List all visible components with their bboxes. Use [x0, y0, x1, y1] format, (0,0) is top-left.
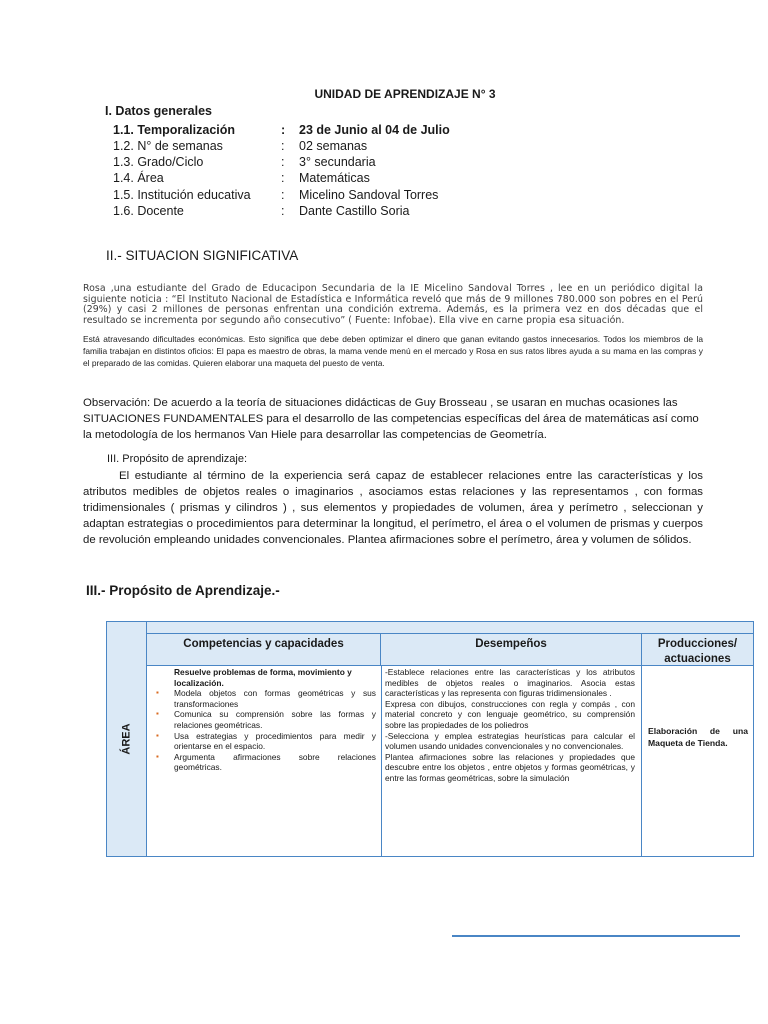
- competencies-cell: [152, 667, 376, 773]
- row-colon: :: [281, 204, 285, 218]
- row-value: Matemáticas: [299, 171, 370, 185]
- performance-item: Expresa con dibujos, construcciones con regla y compás , con material concreto y con lenguaje geométrico, su comprensión sobre las propiedades de los poliedros: [385, 698, 635, 730]
- section-general-data-heading: I. Datos generales: [105, 104, 212, 118]
- row-value: 3° secundaria: [299, 155, 376, 169]
- row-colon: :: [281, 123, 286, 137]
- row-label: 1.6. Docente: [113, 204, 184, 218]
- section-situacion-heading: II.- SITUACION SIGNIFICATIVA: [106, 248, 299, 263]
- purpose-paragraph: El estudiante al término de la experiencia será capaz de establecer relaciones entre las características y los atributos medibles de objetos reales o imaginarios , asociamos estas relaciones y las representamos , con formas tridimensionales ( prismas y cilindros ) , sus elementos y propiedades de volumen, área y perímetro , seleccionan y adaptan estrategias o procedimientos para determinar la longitud, el perímetro, el área o el volumen de prismas y cuerpos de revolución empleando unidades convencionales. Plantea afirmaciones sobre el perímetro, área y volumen de sólidos.: [83, 470, 703, 546]
- bullet-icon: ▪: [156, 688, 159, 698]
- row-label: 1.5. Institución educativa: [113, 188, 251, 202]
- footer-rule: [452, 935, 740, 937]
- performance-item: -Selecciona y emplea estrategias heurísticas para calcular el volumen usando unidades convencionales y no convencionales.: [385, 730, 635, 752]
- list-item: [152, 731, 376, 752]
- area-label-cell: [107, 622, 147, 856]
- capacity-text: Argumenta afirmaciones sobre relaciones geométricas.: [174, 751, 376, 773]
- competency-title: Resuelve problemas de forma, movimiento y localización.: [174, 667, 352, 688]
- capacities-list: [152, 688, 376, 773]
- bullet-icon: ▪: [156, 730, 159, 740]
- row-colon: :: [281, 155, 285, 169]
- situation-paragraph: Rosa ,una estudiante del Grado de Educacipon Secundaria de la IE Micelino Sandoval Torres , lee en un periódico digital la siguiente noticia : “El Instituto Nacional de Estadística e Informática reveló que más de 9 millones 780.000 son pobres en el Perú (29%) y casi 2 millones de personas enfrentan una condición extrema. Además, es la primera vez en dos décadas que el resultado se incrementa por segundo año consecutivo” ( Fuente: Infobae). Ella vive en carne propia esa situación.: [83, 283, 703, 326]
- list-item: [152, 688, 376, 709]
- performance-item: -Establece relaciones entre las características y los atributos medibles de objetos reales o imaginarios. Asocia estas características y las representa con figuras tridimensionales .: [385, 667, 635, 699]
- header-desempenos: Desempeños: [381, 634, 642, 666]
- bullet-icon: ▪: [156, 709, 159, 719]
- row-label: 1.1. Temporalización: [113, 123, 236, 137]
- performances-cell: [385, 667, 635, 784]
- list-item: [152, 709, 376, 730]
- capacity-text: Usa estrategias y procedimientos para medir y orientarse en el espacio.: [174, 730, 376, 752]
- row-colon: :: [281, 188, 285, 202]
- header-producciones: Producciones/ actuaciones: [642, 634, 753, 666]
- area-label: ÁREA: [120, 723, 133, 755]
- row-colon: :: [281, 171, 285, 185]
- row-label: 1.3. Grado/Ciclo: [113, 155, 204, 169]
- header-competencias: Competencias y capacidades: [147, 634, 381, 666]
- row-value: Dante Castillo Soria: [299, 204, 410, 218]
- row-label: 1.4. Área: [113, 171, 164, 185]
- section-proposito-heading: III.- Propósito de Aprendizaje.-: [86, 583, 280, 598]
- row-value: 02 semanas: [299, 139, 368, 153]
- row-label: 1.2. N° de semanas: [113, 139, 223, 153]
- list-item: [152, 752, 376, 773]
- row-value: Micelino Sandoval Torres: [299, 188, 439, 202]
- capacity-text: Comunica su comprensión sobre las formas y relaciones geométricas.: [174, 709, 376, 730]
- row-colon: :: [281, 139, 285, 153]
- performance-item: Plantea afirmaciones sobre las relaciones y propiedades que descubre entre los objetos , entre objetos y formas geométricas, y entre las formas geométricas, sobre la simulación: [385, 751, 635, 783]
- capacity-text: Modela objetos con formas geométricas y sus transformaciones: [174, 688, 376, 709]
- observation-paragraph: Observación: De acuerdo a la teoría de situaciones didácticas de Guy Brosseau , se usaran en muchas ocasiones las SITUACIONES FUNDAMENTALES para el desarrollo de las competencias específicas del área de matemáticas así como la metodología de los hermanos Van Hiele para desarrollar las competencias de Geometría.: [83, 397, 699, 441]
- production-cell: Elaboración de una Maqueta de Tienda.: [648, 726, 748, 748]
- document-title: UNIDAD DE APRENDIZAJE N° 3: [314, 87, 496, 101]
- bullet-icon: ▪: [156, 751, 159, 761]
- situation-paragraph-continued: Está atravesando dificultades económicas. Esto significa que debe deben optimizar el dinero que ganan evitando gastos innecesarios. Todos los miembros de la familia trabajan en distintos oficios: El papa es maestro de obras, la mama vende menú en el mercado y Rosa en sus ratos libres ayuda a su mama en las compras y el preparado de las comidas. Quieren elaborar una maqueta del puesto de venta.: [83, 334, 703, 368]
- purpose-subheading: III. Propósito de aprendizaje:: [107, 453, 248, 465]
- row-value: 23 de Junio al 04 de Julio: [299, 123, 450, 137]
